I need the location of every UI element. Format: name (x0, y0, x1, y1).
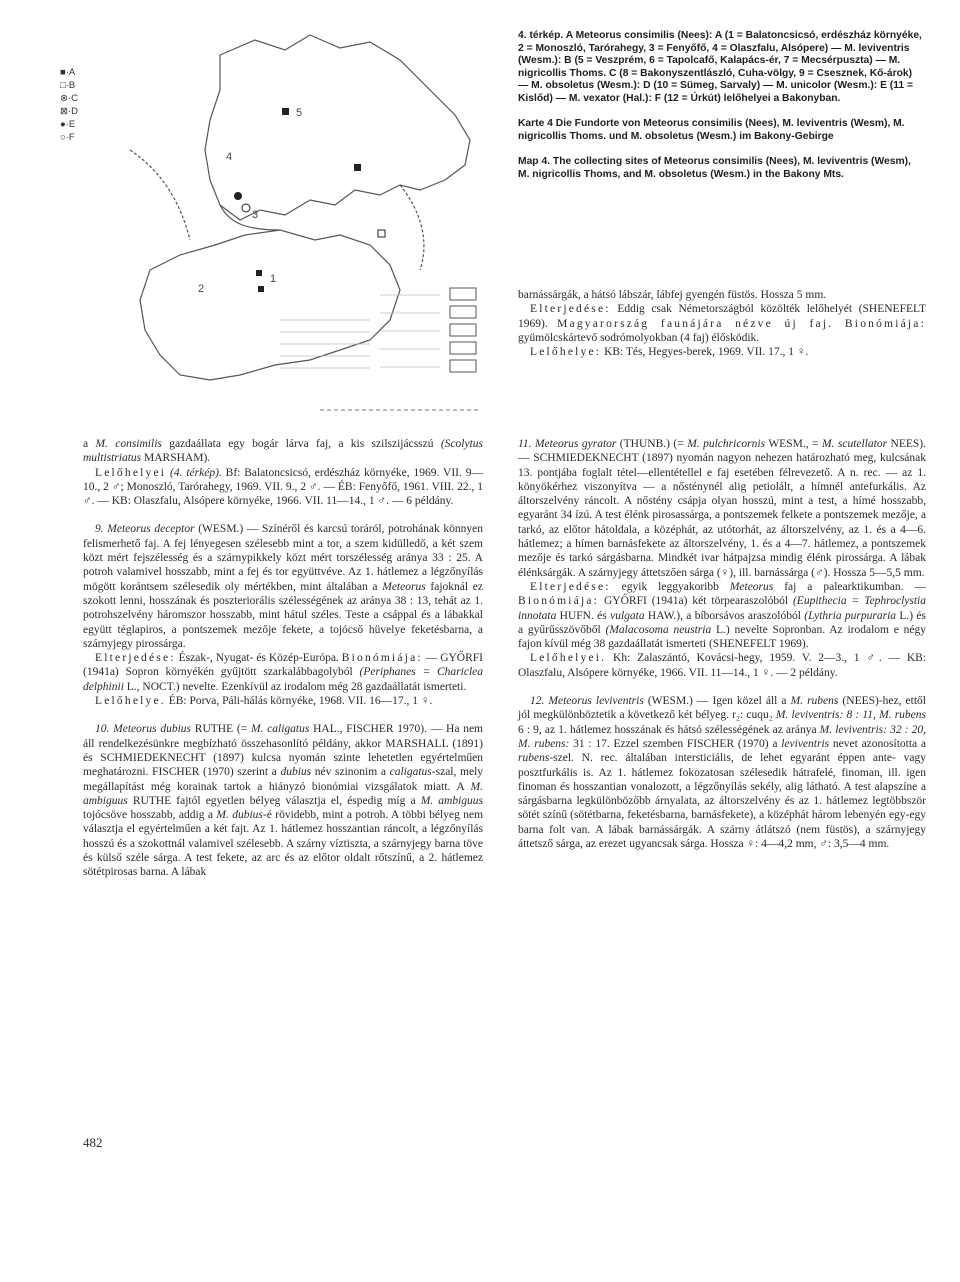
legend-item-f: ○·F (60, 132, 75, 143)
legend-item-c: ⊗·C (60, 93, 79, 104)
paragraph: Elterjedése: Eddig csak Németországból közölték lelőhelyét (SHENEFELT 1969). Magyarország faunájára nézve új faj. Bionómiája: gyümölcskártevő sodrómolyokban (4 faj) élősködik. (518, 303, 926, 344)
caption-english: Map 4. The collecting sites of Meteorus consimilis (Nees), M. leviventris (Wesm), M. nigricollis Thoms, and M. obsoletus (Wesm.) in the Bakony Mts. (518, 156, 911, 180)
paragraph: a M. consimilis gazdaállata egy bogár lárva faj, a kis szilszijácsszú (Scolytus multistriatus MARSHAM). (83, 438, 483, 465)
right-top-text (518, 288, 926, 359)
site-number: 5 (296, 107, 303, 119)
legend-item-a: ■·A (60, 67, 76, 78)
bakony-map (70, 30, 490, 420)
paragraph: Elterjedése: egyik leggyakoribb Meteorus faj a palearktikumban. — Bionómiája: GYŐRFI (1941a) két törpearaszolóból (Eupithecia = Tephroclystia innotata HUFN. és vulgata HAW.), a bíborsávos araszolóból (Lythria purpuraria L.) és a gyűrűsszövőből (Malacosoma neustria L.) nevelte Sopronban. Az irodalom e négy fajon kívül még 38 gazdaállatát ismerteti (SHENEFELT 1969). (518, 580, 927, 651)
left-column (83, 437, 483, 880)
legend-item-e: ●·E (60, 119, 76, 130)
caption-hungarian: 4. térkép. A Meteorus consimilis (Nees): A (1 = Balatoncsicsó, erdészház környéke, 2 = Monoszló, Tarórahegy, 3 = Fenyőfő, 4 = Olaszfalu, Alsópere) — M. leviventris (Wesm.): B (5 = Veszprém, 6 = Tapolcafő, Kalapács-ér, 7 = Mecsérpuszta) — M. nigricollis Thoms. C (8 = Bakonyszentlászló, Cuha-völgy, 9 = Csesznek, Kő-árok) — M. obsoletus (Wesm.): D (10 = Sümeg, Sarvaly) — M. unicolor (Wesm.): E (11 = Kislőd) — M. vexator (Hal.): F (12 = Úrkút) lelőhelyei a Bakonyban. (518, 30, 922, 104)
section-10: 10. Meteorus dubius RUTHE (= M. caligatus HAL., FISCHER 1970). — Ha nem áll rendelkezésünkre megbízható összehasonlító példány, akkor MARSHALL (1891) és SCHMIEDEKNECHT (1897) kulcsa nyomán szinte lehetetlen egyértelműen meghatározni. FISCHER (1970) szerint a dubius név szinonim a caligatus-szal, mely megállapítást még korainak tartok a hiányzó bionómiai vizsgálatok miatt. A M. ambiguus RUTHE fajtól egyetlen bélyeg választja el, éspedig míg a M. ambiguus tojócsöve hosszabb, addig a M. dubius-é rövidebb, mint a potroh. A többi bélyeg nem választja el egyértelműen a két fajt. Az 1. hátlemez hosszantian ráncolt, a légzőnyílás hosszú és a szokottnál valamivel szélesebb. A szárny víztiszta, a szárnyjegy barna töve és külső széle sárga. A test fekete, az arc és az előtor oldalt rőtszínű, a 2. hátlemez sötétpirosas barna. A lábak (83, 723, 484, 879)
site-marker-a (256, 270, 262, 276)
site-marker-a (258, 286, 264, 292)
site-number: 3 (252, 209, 259, 221)
site-number: 4 (226, 151, 233, 163)
site-marker-b (378, 230, 385, 237)
caption-german: Karte 4 Die Fundorte von Meteorus consimilis (Nees), M. leviventris (Wesm), M. nigricollis Thoms. und M. obsoletus (Wesm.) im Bakony-Gebirge (518, 118, 905, 142)
region-outline-north (205, 35, 470, 220)
paragraph: Lelőhelyei. Kh: Zalaszántó, Kovácsi-hegy, 1959. V. 2—3., 1 ♂. — KB: Olaszfalu, Alsópere környéke, 1966. VII. 11—14., 1 ♀. — 2 példány. (518, 652, 926, 679)
region-outline-south (140, 230, 400, 380)
map-inset-legend (450, 288, 476, 372)
right-column (518, 437, 926, 851)
map-caption (518, 30, 923, 194)
site-number: 1 (270, 273, 277, 285)
site-marker-a (354, 164, 361, 171)
site-marker-c (242, 204, 250, 212)
paragraph: Elterjedése: Észak-, Nyugat- és Közép-Európa. Bionómiája: — GYŐRFI (1941a) Sopron környékén gyűjtött szarkalábbagolyból (Periphanes = Chariclea delphinii L., NOCT.) nevelte. Ezenkívül az irodalom még 28 gazdaállatát ismerteti. (83, 652, 484, 693)
site-marker-a (282, 108, 289, 115)
paragraph: Lelőhelye: KB: Tés, Hegyes-berek, 1969. VII. 17., 1 ♀. (530, 346, 809, 359)
section-11: 11. Meteorus gyrator (THUNB.) (= M. pulchricornis WESM., = M. scutellator NEES). — SCHMIEDEKNECHT (1897) nyomán nagyon nehezen határozható meg, kulcsának 13. pontjába foglalt tétel—ellentétellel e faj esetében félrevezető. A n. rec. — az 1. könyökérhez viszonyítva — a nősténynél alig petiolált, a hímnél antefurkális. Az áltorszelvény ráncolt. A nőstény csápja olyan hosszú, mint a test, a hímé hosszabb, egyaránt 34 ízú. A test élénk pirosassárga, a pontszemek felkete a pontszemek mezője, a tarkó, az előtor hátoldala, a középhát, az utótorhát, az áltorszelvény, az 1. és a 4—6. hátlemez; a hímen barnásfekete az áltorszelvény, 1. és a 4—7. hátlemez, a pontszemek mezője és tarkó sárgásbarna. Mindkét ivar hátpajzsa mindig élénk pirossárga. A lábak élénksárgák. A szárnyjegy áttetszően sárga (♀), ill. barnássárga (♂). Hossza 5—5,5 mm. (518, 438, 926, 579)
section-12: 12. Meteorus leviventris (WESM.) — Igen közel áll a M. rubens (NEES)-hez, ettől jól megkülönböztetik a következő két bélyeg. r₂: cuqu₂ M. leviventris: 8 : 11, M. rubens 6 : 9, az 1. hátlemez hosszának és hátsó szélességének az aránya M. leviventris: 32 : 20, M. rubens: 31 : 17. Ezzel szemben FISCHER (1970) a leviventris nevet azonosította a rubens-szel. N. rec. általában intersticiális, de lehet egyaránt éppen ante- vagy posztfurkális is. Az 1. hátlemez fokozatosan szélesedik hátrafelé, finoman, ill. igen finoman és hosszantian vonalozott, a légzőnyílás sekély, alig látható. A test alapszíne a sárgásbarna legkülönbözőbb árnyalata, az áltorszelvény és az 1. hátlemez legtöbbször sötét színű (sötétbarna, feketésbarna, barnásfekete), a középhát három lebenyén egy-egy barna folt van. A lábak barnássárgák. A szárny átlátszó (nem füstös), a szárnyjegy áttetsző sárga, az erezet ugyancsak sárga. Hossza ♀: 4—4,2 mm, ♂: 3,5—4 mm. (518, 695, 927, 851)
map-site-numbers (198, 107, 302, 295)
paragraph: Lelőhelye. ÉB: Porva, Páli-hálás környéke, 1968. VII. 16—17., 1 ♀. (95, 695, 433, 708)
site-number: 2 (198, 283, 205, 295)
page-number: 482 (83, 1135, 103, 1150)
site-marker-e (234, 192, 242, 200)
legend-item-d: ⊠·D (60, 106, 79, 117)
paragraph: barnássárgák, a hátsó lábszár, lábfej gyengén füstös. Hossza 5 mm. (518, 289, 827, 301)
paragraph: Lelőhelyei (4. térkép). Bf: Balatoncsicsó, erdészház környéke, 1969. VII. 9—10., 2 ♂; Monoszló, Tarórahegy, 1969. VII. 9., 2 ♂. — ÉB: Fenyőfő, 1961. VIII. 22., 1 ♂. — KB: Olaszfalu, Alsópere környéke, 1966. VII. 11—14., 1 ♂. — 6 példány. (83, 466, 483, 508)
legend-item-b: □·B (60, 80, 76, 91)
section-9: 9. Meteorus deceptor (WESM.) — Színéről és karcsú toráról, potrohának könnyen felismerhető faj. A fej lényegesen szélesebb mint a tor, a szem kidülledő, a két szem közt mért fejszélesség és a szárnypikkely közt mért torszélesség aránya 33 : 25. A potroh valamivel hosszabb, mint a fej és tor együttvéve. Az 1. hátlemez a légzőnyílás mögött korántsem szélesedik oly mértékben, mint általában a Meteorus fajoknál ez szokott lenni, hosszának és poszteriorális szélességének az aránya 38 : 13, tehát az 1. potrohszelvény háromszor hosszabb, mint hátul széles. Teste a csáppal és a lábakkal együtt téglapiros, a pontszemek mezője fekete, a tojócső hüvelye feketésbarna, a szárnyjegy pirossárga. (83, 523, 483, 650)
map-figure (60, 30, 490, 420)
